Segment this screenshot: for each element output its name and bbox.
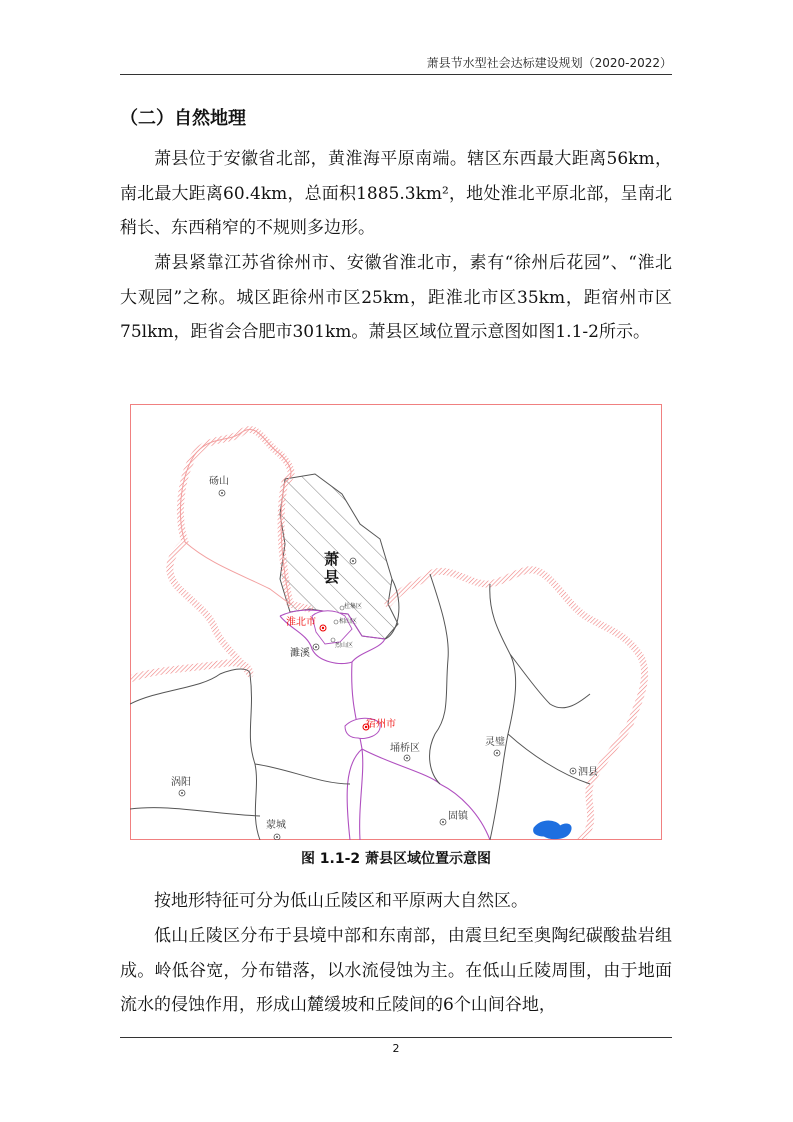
label-lingbi: 灵璧 bbox=[485, 737, 505, 748]
label-mengcheng: 蒙城 bbox=[266, 820, 286, 831]
label-lieshan: 烈山区 bbox=[335, 642, 354, 649]
paragraph-location: 萧县位于安徽省北部，黄淮海平原南端。辖区东西最大距离56km，南北最大距离60.4km，总面积1885.3km²，地处淮北平原北部，呈南北稍长、东西稍窄的不规则多边形。 bbox=[120, 149, 672, 238]
running-header: 萧县节水型社会达标建设规划（2020-2022） bbox=[426, 56, 672, 70]
yongqiao-marker bbox=[404, 755, 410, 761]
label-xiangshan: 相山区 bbox=[339, 618, 358, 625]
label-xiaoxian-1: 萧 bbox=[324, 550, 340, 568]
paragraph-terrain: 按地形特征可分为低山丘陵区和平原两大自然区。 bbox=[154, 891, 528, 911]
label-sixian: 泗县 bbox=[578, 767, 598, 778]
paragraph-neighbors: 萧县紧靠江苏省徐州市、安徽省淮北市，素有“徐州后花园”、“淮北大观园”之称。城区距徐州市区25km，距淮北市区35km，距宿州市区75lkm，距省会合肥市301km。萧县区域位置示意图如图1.1-2所示。 bbox=[120, 253, 672, 342]
label-yongqiao: 埇桥区 bbox=[390, 743, 420, 754]
location-map bbox=[130, 404, 662, 840]
label-xiaoxian-2: 县 bbox=[324, 568, 340, 586]
label-dangshan: 砀山 bbox=[209, 476, 229, 487]
label-huaibei: 淮北市 bbox=[286, 617, 316, 628]
figure-caption: 图 1.1-2 萧县区域位置示意图 bbox=[300, 851, 492, 867]
label-guzhen: 固镇 bbox=[448, 811, 468, 822]
huaibei-districts bbox=[312, 611, 352, 644]
footer-rule bbox=[120, 1037, 672, 1038]
suixi-marker bbox=[313, 644, 319, 650]
water-body bbox=[534, 821, 571, 839]
label-guoyang: 涡阳 bbox=[171, 777, 191, 788]
label-duji: 杜集区 bbox=[344, 603, 363, 610]
page-number: 2 bbox=[392, 1042, 400, 1055]
label-suzhou: 宿州市 bbox=[366, 719, 396, 730]
header-rule bbox=[120, 74, 672, 75]
label-suixi: 濉溪 bbox=[290, 648, 310, 659]
guzhen-marker bbox=[440, 819, 446, 825]
lingbi-marker bbox=[494, 750, 500, 756]
guoyang-marker bbox=[179, 790, 185, 796]
dangshan-marker bbox=[219, 490, 225, 496]
section-heading: （二）自然地理 bbox=[120, 108, 246, 129]
sixian-marker bbox=[570, 768, 576, 774]
paragraph-hills: 低山丘陵区分布于县境中部和东南部，由震旦纪至奥陶纪碳酸盐岩组成。岭低谷宽，分布错落，以水流侵蚀为主。在低山丘陵周围，由于地面流水的侵蚀作用，形成山麓缓坡和丘陵间的6个山间谷地， bbox=[120, 926, 672, 1015]
